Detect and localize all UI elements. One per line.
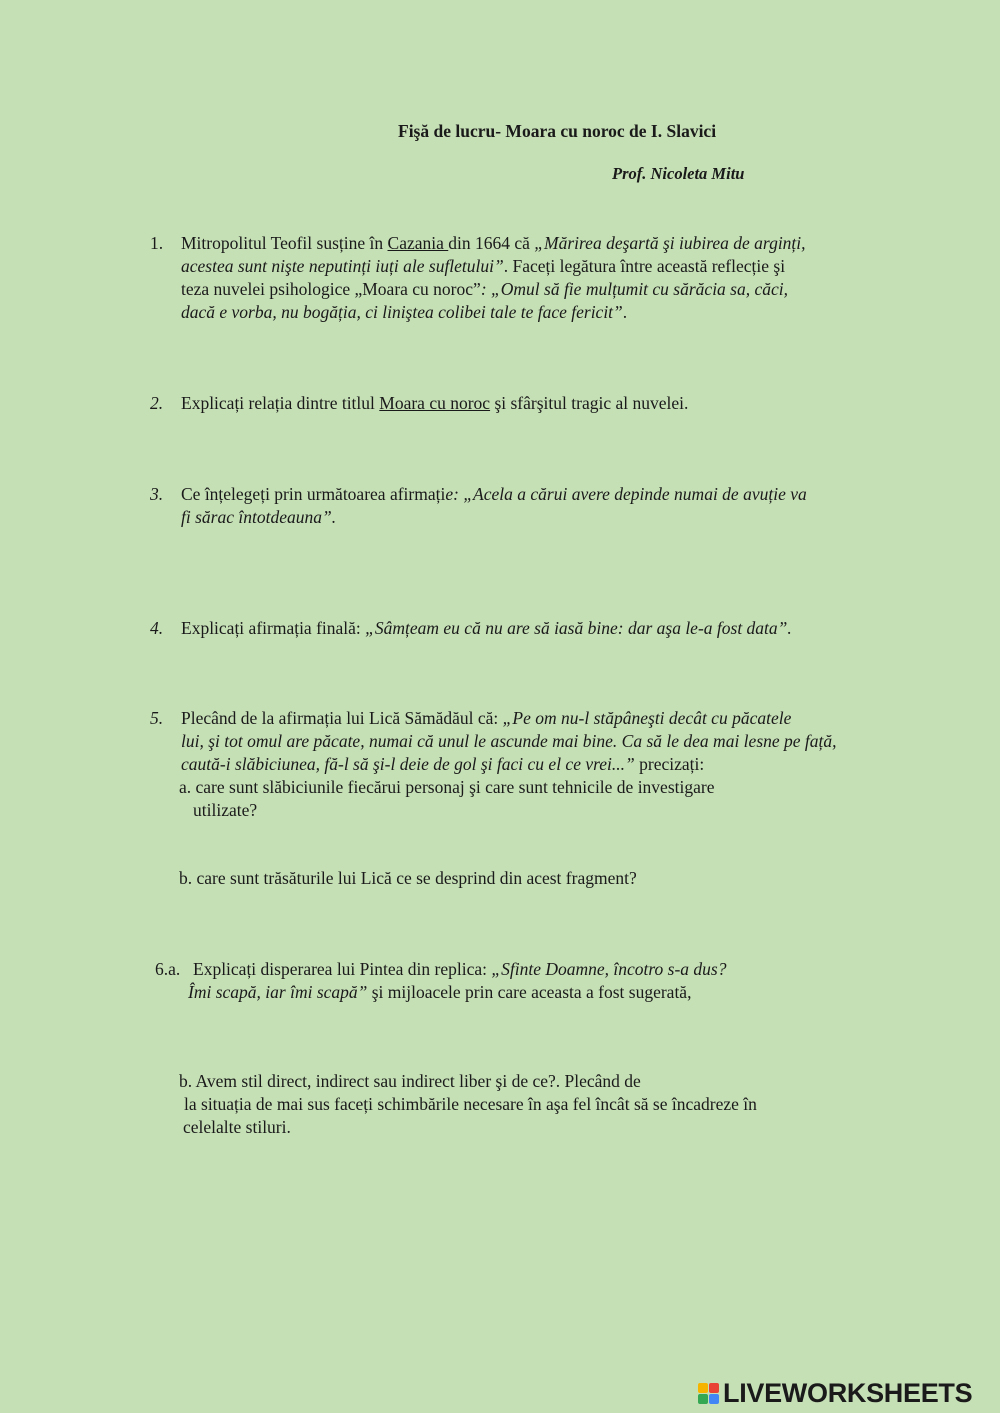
question-number: 6.a. [155, 959, 181, 979]
logo-square [709, 1394, 719, 1404]
underlined-title: Moara cu noroc [379, 393, 491, 413]
question-5a [179, 776, 714, 822]
question-line [181, 707, 881, 730]
liveworksheets-logo [698, 1378, 972, 1409]
question-6b [179, 1070, 757, 1139]
question-text: Plecând de la afirmația lui Lică Sămădăul că: [181, 708, 503, 728]
question-number: 5. [150, 708, 164, 728]
question-number: 3. [150, 484, 164, 504]
logo-square [709, 1383, 719, 1393]
question-text: precizați: [634, 754, 705, 774]
subquestion-text: b. Avem stil direct, indirect sau indirect liber şi de ce?. Plecând de [179, 1071, 641, 1091]
quote-text: „Mărirea deşartă şi iubirea de arginți, [534, 233, 806, 253]
question-number: 2. [150, 393, 164, 413]
question-line [181, 232, 881, 255]
underlined-title: Cazania [387, 233, 449, 253]
logo-square [698, 1383, 708, 1393]
quote-text: caută-i slăbiciunea, fă-l să şi-l deie de gol şi faci cu el ce vrei...” [181, 754, 635, 774]
question-line [181, 730, 881, 753]
quote-text: dacă e vorba, nu bogăția, ci liniştea colibei tale te face fericit” [181, 302, 623, 322]
question-line [181, 392, 881, 415]
question-line [181, 301, 881, 324]
question-text: . Faceți legătura între această reflecție şi [503, 256, 786, 276]
question-text: Explicați disperarea lui Pintea din replica: [193, 959, 492, 979]
logo-square [698, 1394, 708, 1404]
question-5b [179, 867, 637, 890]
quote-text: fi sărac întotdeauna”. [181, 507, 337, 527]
quote-text: e: „Acela a cărui avere depinde numai de avuție va [445, 484, 807, 504]
question-number: 4. [150, 618, 164, 638]
question-text: din 1664 că [448, 233, 535, 253]
question-line [181, 753, 881, 776]
question-text: teza nuvelei psihologice „Moara cu noroc” [181, 279, 481, 299]
subquestion-text: a. care sunt slăbiciunile fiecărui personaj şi care sunt tehnicile de investigare [179, 777, 715, 797]
subquestion-text: celelalte stiluri. [183, 1117, 291, 1137]
subquestion-text: utilizate? [193, 800, 258, 820]
page-title: Fişă de lucru- Moara cu noroc de I. Slavici [398, 121, 717, 141]
question-line [188, 981, 691, 1004]
question-line [181, 617, 881, 640]
quote-text: lui, şi tot omul are păcate, numai că unul le ascunde mai bine. Ca să le dea mai lesne pe față, [181, 731, 837, 751]
question-text: şi mijloacele prin care aceasta a fost sugerată, [367, 982, 692, 1002]
quote-text: : „Omul să fie mulțumit cu sărăcia sa, căci, [480, 279, 789, 299]
question-text: Explicați relația dintre titlul [181, 393, 380, 413]
subquestion-text: b. care sunt trăsăturile lui Lică ce se desprind din acest fragment? [179, 868, 637, 888]
quote-text: Îmi scapă, iar îmi scapă” [188, 982, 368, 1002]
question-text: Mitropolitul Teofil susține în [181, 233, 388, 253]
question-6-continued [188, 981, 691, 1004]
quote-text: „Sâmțeam eu că nu are să iasă bine: dar aşa le-a fost data”. [365, 618, 792, 638]
question-number: 1. [150, 233, 164, 253]
question-text: Ce înțelegeți prin următoarea afirmați [181, 484, 446, 504]
question-line [193, 958, 893, 981]
quote-text: acestea sunt nişte neputinți iuți ale sufletului” [181, 256, 504, 276]
logo-mark-icon [698, 1383, 719, 1404]
question-line [181, 506, 881, 529]
question-text: . [622, 302, 628, 322]
question-line [181, 278, 881, 301]
question-line [181, 483, 881, 506]
question-text: şi sfârşitul tragic al nuvelei. [490, 393, 689, 413]
question-line [181, 255, 881, 278]
author-name: Prof. Nicoleta Mitu [612, 164, 745, 183]
logo-text: LIVEWORKSHEETS [723, 1378, 973, 1408]
subquestion-text: la situația de mai sus faceți schimbările necesare în aşa fel încât să se încadreze în [184, 1094, 757, 1114]
quote-text: „Sfinte Doamne, încotro s-a dus? [491, 959, 727, 979]
question-text: Explicați afirmația finală: [181, 618, 366, 638]
quote-text: „Pe om nu-l stăpâneşti decât cu păcatele [502, 708, 792, 728]
